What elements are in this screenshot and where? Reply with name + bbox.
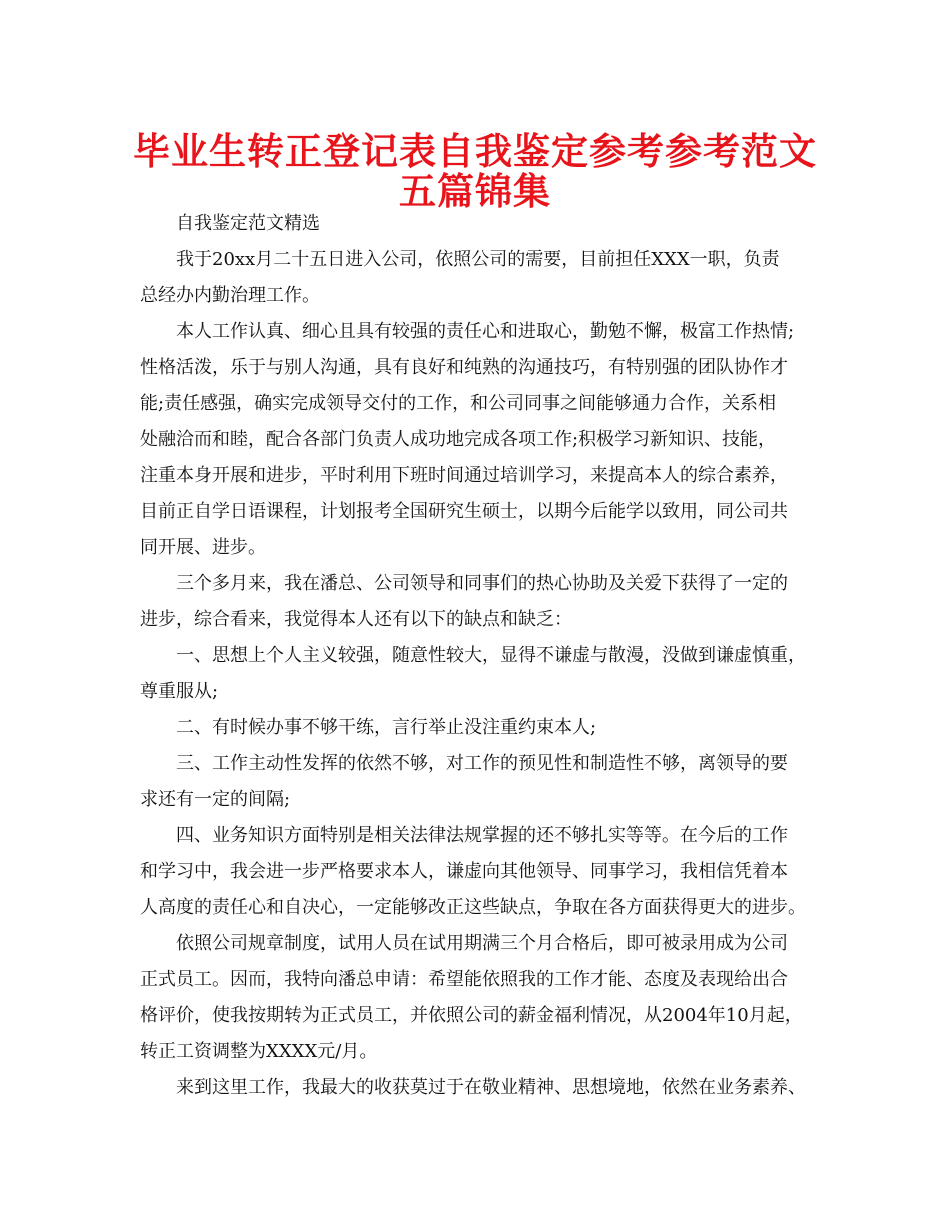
body-line: 本人工作认真、细心且具有较强的责任心和进取心，勤勉不懈，极富工作热情; (176, 321, 795, 342)
body-line: 和学习中，我会进一步严格要求本人，谦虚向其他领导、同事学习，我相信凭着本 (140, 861, 788, 882)
body-line: 进步，综合看来，我觉得本人还有以下的缺点和缺乏： (140, 609, 572, 630)
body-line: 注重本身开展和进步，平时利用下班时间通过培训学习，来提高本人的综合素养， (140, 465, 788, 486)
body-line: 能;责任感强，确实完成领导交付的工作，和公司同事之间能够通力合作，关系相 (140, 393, 777, 414)
body-line: 人高度的责任心和自决心，一定能够改正这些缺点，争取在各方面获得更大的进步。 (140, 897, 806, 918)
body-line: 三、工作主动性发挥的依然不够，对工作的预见性和制造性不够，离领导的要 (176, 753, 788, 774)
document-body (140, 206, 820, 1106)
body-line: 求还有一定的间隔; (140, 789, 291, 810)
document-title-line-1: 毕业生转正登记表自我鉴定参考参考范文 (133, 130, 817, 173)
body-line: 性格活泼，乐于与别人沟通，具有良好和纯熟的沟通技巧，有特别强的团队协作才 (140, 357, 788, 378)
document-title-line-2: 五篇锦集 (399, 170, 551, 213)
body-line: 依照公司规章制度，试用人员在试用期满三个月合格后，即可被录用成为公司 (176, 933, 788, 954)
body-line: 正式员工。因而，我特向潘总申请：希望能依照我的工作才能、态度及表现给出合 (140, 969, 788, 990)
body-line: 自我鉴定范文精选 (176, 213, 320, 234)
body-line: 我于20xx月二十五日进入公司，依照公司的需要，目前担任XXX一职，负责 (176, 249, 780, 270)
body-line: 处融洽而和睦，配合各部门负责人成功地完成各项工作;积极学习新知识、技能， (140, 429, 777, 450)
body-line: 总经办内勤治理工作。 (140, 285, 320, 306)
body-line: 目前正自学日语课程，计划报考全国研究生硕士，以期今后能学以致用，同公司共 (140, 501, 788, 522)
body-line: 同开展、进步。 (140, 537, 266, 558)
body-line: 格评价，使我按期转为正式员工，并依照公司的薪金福利情况，从2004年10月起， (140, 1005, 803, 1026)
body-line: 三个多月来，我在潘总、公司领导和同事们的热心协助及关爱下获得了一定的 (176, 573, 788, 594)
body-line: 二、有时候办事不够干练，言行举止没注重约束本人; (176, 717, 597, 738)
body-line: 转正工资调整为XXXX元/月。 (140, 1041, 378, 1062)
body-line: 一、思想上个人主义较强，随意性较大，显得不谦虚与散漫，没做到谦虚慎重， (176, 645, 806, 666)
body-line: 四、业务知识方面特别是相关法律法规掌握的还不够扎实等等。在今后的工作 (176, 825, 788, 846)
body-line: 尊重服从; (140, 681, 219, 702)
body-line: 来到这里工作，我最大的收获莫过于在敬业精神、思想境地，依然在业务素养、 (176, 1077, 806, 1098)
